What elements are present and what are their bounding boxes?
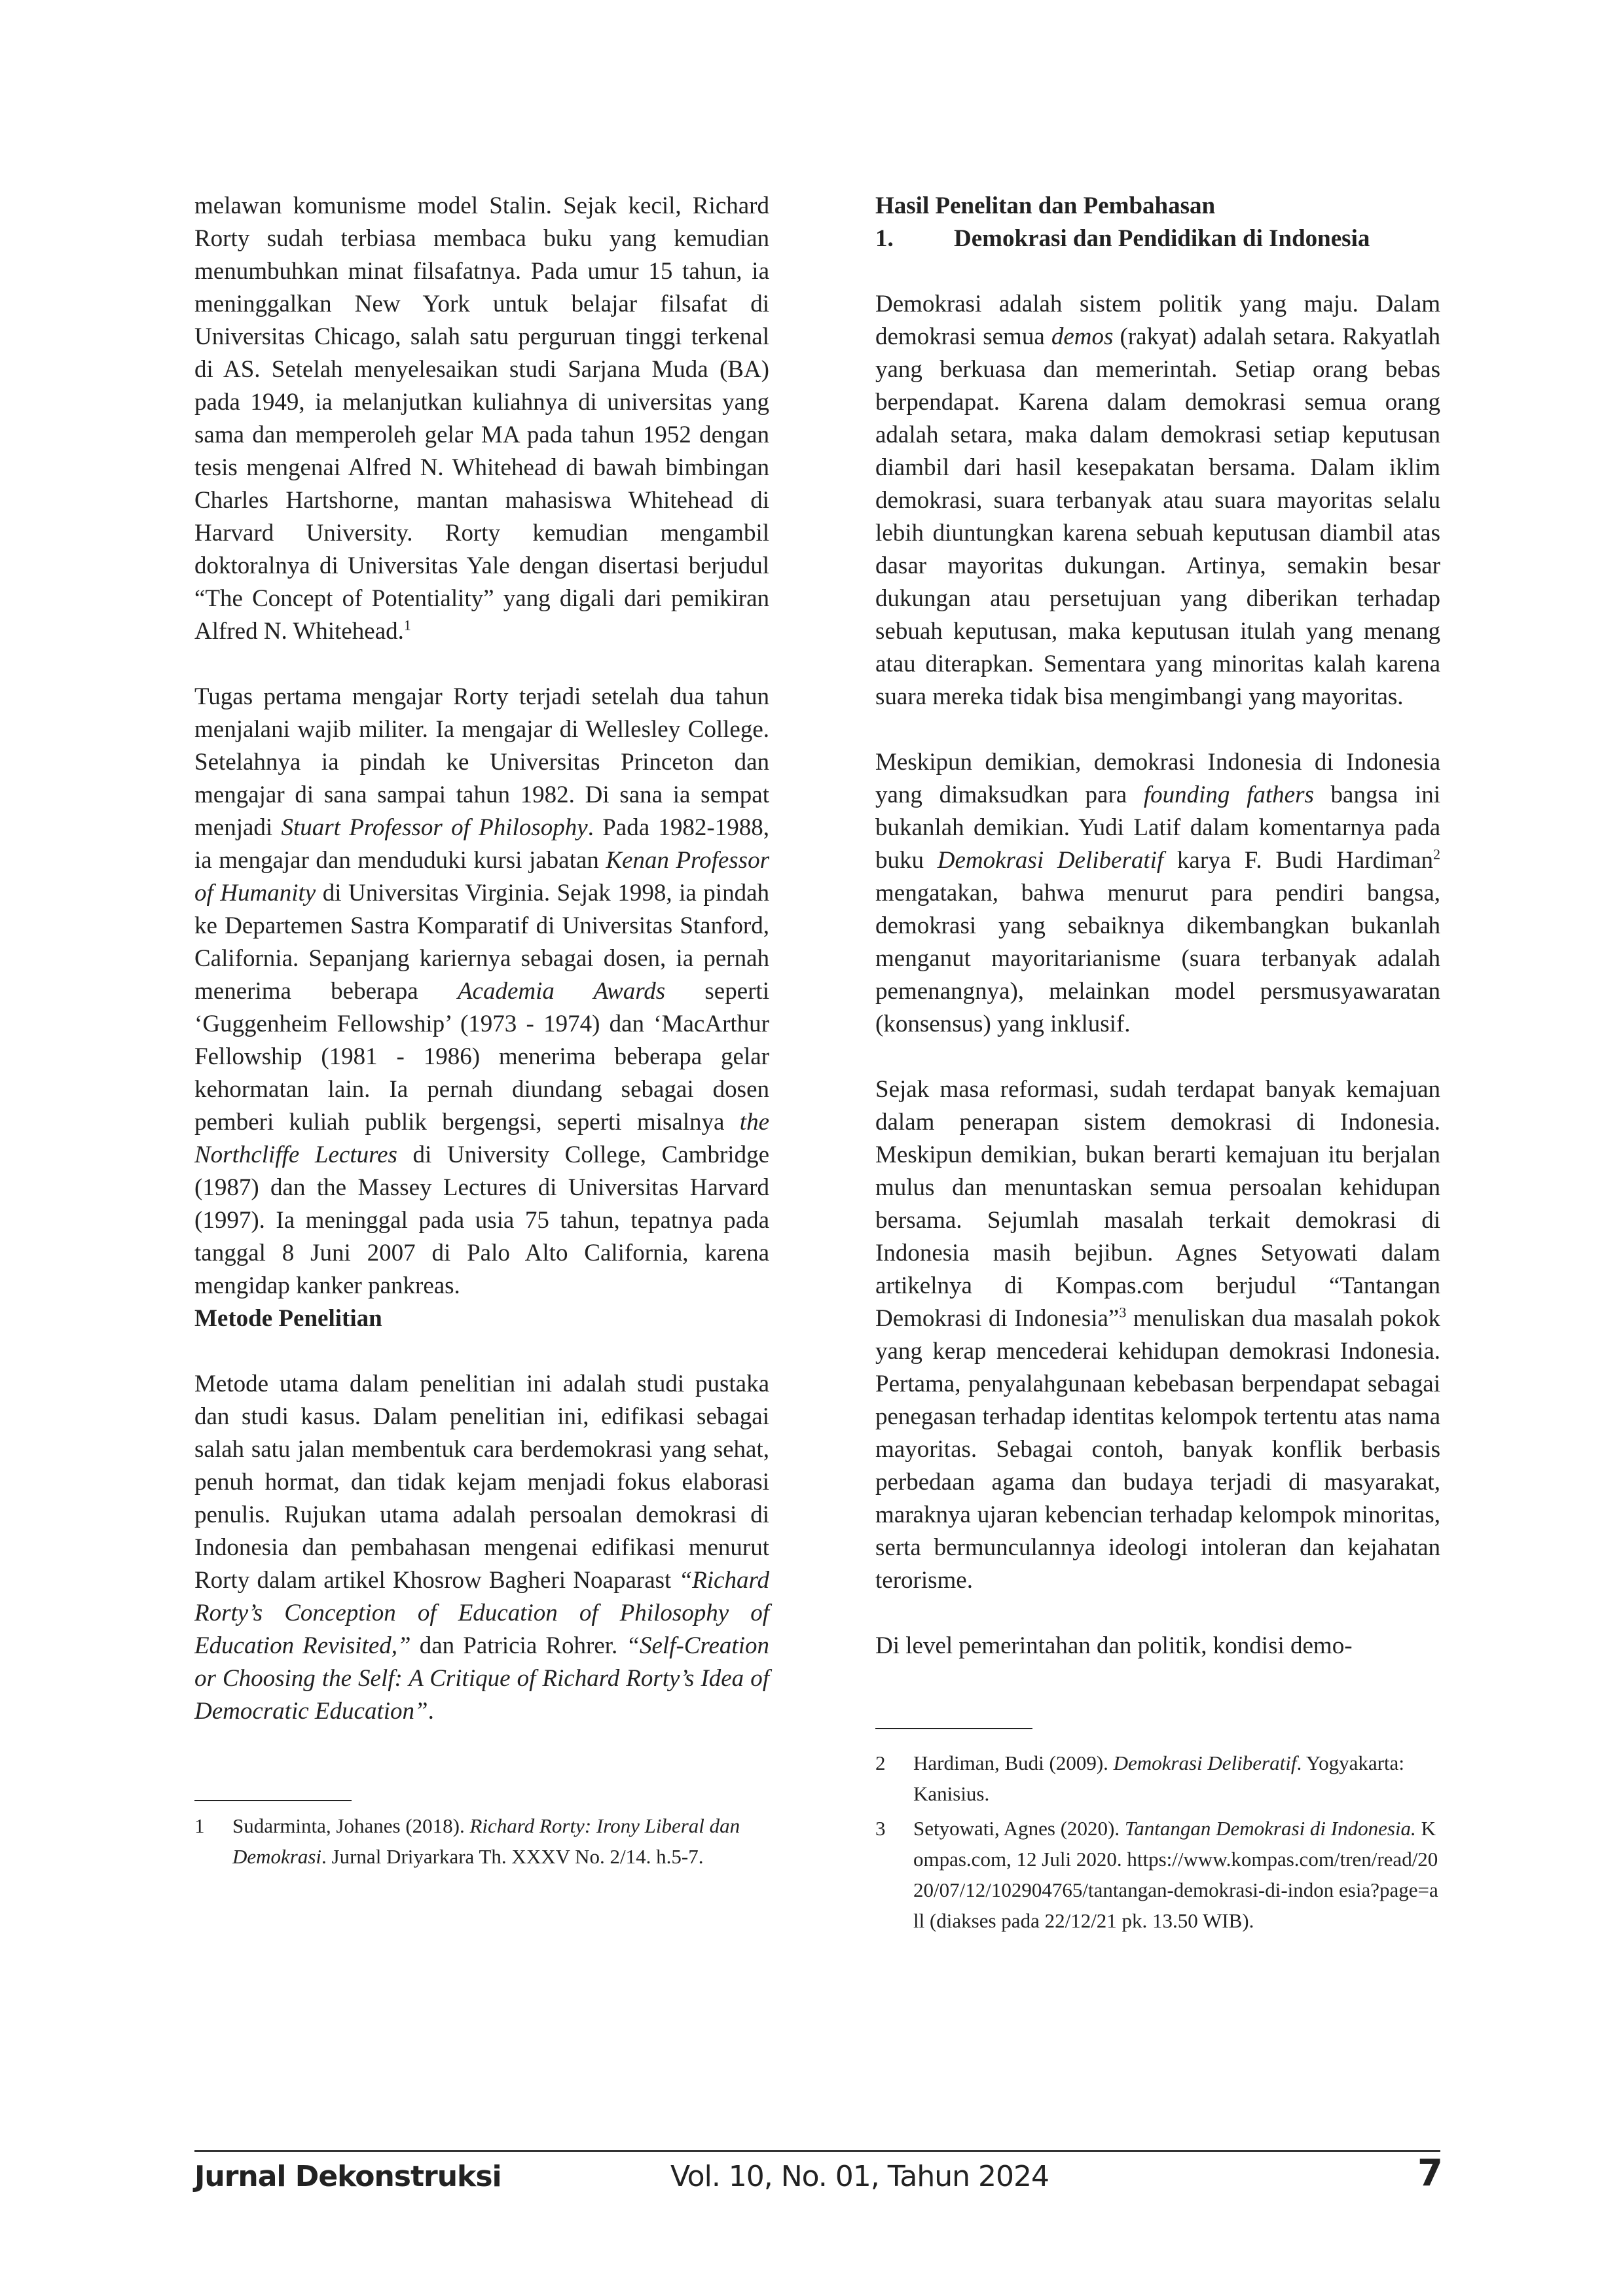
footnote-ref[interactable]: 1 [403, 617, 411, 634]
section-heading: Metode Penelitian [194, 1305, 382, 1332]
paragraph: Demokrasi adalah sistem politik yang maju. Dalam demokrasi semua demos (rakyat) adalah setara. Rakyatlah yang berkuasa dan memerintah. Setiap orang bebas berpendapat. Karena dalam demokrasi semua orang adalah setara, maka dalam demokrasi setiap keputusan diambil dari hasil kesepakatan bersama. Dalam iklim demokrasi, suara terbanyak atau suara mayoritas selalu lebih diuntungkan karena sebuah keputusan diambil atas dasar mayoritas dukungan. Artinya, semakin besar dukungan atau persetujuan yang diberikan terhadap sebuah keputusan, maka keputusan itulah yang menang atau diterapkan. Sementara yang minoritas kalah karena suara mereka tidak bisa mengimbangi yang mayoritas. [875, 291, 1440, 710]
paragraph: melawan komunisme model Stalin. Sejak kecil, Richard Rorty sudah terbiasa membaca buku yang kemudian menumbuhkan minat filsafatnya. Pada umur 15 tahun, ia meninggalkan New York untuk belajar filsafat di Universitas Chicago, salah satu perguruan tinggi terkenal di AS. Setelah menyelesaikan studi Sarjana Muda (BA) pada 1949, ia melanjutkan kuliahnya di universitas yang sama dan memperoleh gelar MA pada tahun 1952 dengan tesis mengenai Alfred N. Whitehead di bawah bimbingan Charles Hartshorne, mantan mahasiswa Whitehead di Harvard University. Rorty kemudian mengambil doktoralnya di Universitas Yale dengan disertasi berjudul “The Concept of Potentiality” yang digali dari pemikiran Alfred N. Whitehead.$^1$ [194, 192, 769, 645]
right-column [875, 190, 1440, 1936]
journal-name: Jurnal Dekonstruksi [194, 2160, 501, 2193]
paragraph: Sejak masa reformasi, sudah terdapat banyak kemajuan dalam penerapan sistem demokrasi di Indonesia. Meskipun demikian, bukan berarti kemajuan itu berjalan mulus dan menuntaskan semua persoalan kehidupan bersama. Sejumlah masalah terkait demokrasi di Indonesia masih bejibun. Agnes Setyowati dalam artikelnya di Kompas.com berjudul “Tantangan Demokrasi di Indonesia”$^3$ menuliskan dua masalah pokok yang kerap mencederai kehidupan demokrasi Indonesia. Pertama, penyalahgunaan kebebasan berpendapat sebagai penegasan terhadap identitas kelompok tertentu atas nama mayoritas. Sebagai contoh, banyak konflik berbasis perbedaan agama dan budaya terjadi di masyarakat, maraknya ujaran kebencian terhadap kelompok minoritas, serta bermunculannya ideologi intoleran dan kejahatan terorisme. [875, 1076, 1440, 1594]
footnote-rule [194, 1800, 352, 1801]
footer-rule [194, 2150, 1440, 2152]
left-column [194, 190, 769, 1872]
paragraph: Tugas pertama mengajar Rorty terjadi setelah dua tahun menjalani wajib militer. Ia mengajar di Wellesley College. Setelahnya ia pindah ke Universitas Princeton dan mengajar di sana sampai tahun 1982. Di sana ia sempat menjadi Stuart Professor of Philosophy. Pada 1982-1988, ia mengajar dan menduduki kursi jabatan Kenan Professor of Humanity di Universitas Virginia. Sejak 1998, ia pindah ke Departemen Sastra Komparatif di Universitas Stanford, California. Sepanjang kariernya sebagai dosen, ia pernah menerima beberapa Academia Awards seperti ‘Guggenheim Fellowship’ (1973 - 1974) dan ‘MacArthur Fellowship (1981 - 1986) menerima beberapa gelar kehormatan lain. Ia pernah diundang sebagai dosen pemberi kuliah publik bergengsi, seperti misalnya the Northcliffe Lectures di University College, Cambridge (1987) dan the Massey Lectures di Universitas Harvard (1997). Ia meninggal pada usia 75 tahun, tepatnya pada tanggal 8 Juni 2007 di Palo Alto California, karena mengidap kanker pankreas. [194, 683, 770, 1299]
paragraph: Metode utama dalam penelitian ini adalah studi pustaka dan studi kasus. Dalam penelitian ini, edifikasi sebagai salah satu jalan membentuk cara berdemokrasi yang sehat, penuh hormat, dan tidak kejam menjadi fokus elaborasi penulis. Rujukan utama adalah persoalan demokrasi di Indonesia dan pembahasan mengenai edifikasi menurut Rorty dalam artikel Khosrow Bagheri Noaparast “Richard Rorty’s Conception of Education of Philosophy of Education Revisited,” dan Patricia Rohrer. “Self-Creation or Choosing the Self: A Critique of Richard Rorty’s Idea of Democratic Education”. [194, 1371, 769, 1725]
footnote: 2 Hardiman, Budi (2009). Demokrasi Deliberatif. Yogyakarta: Kanisius. [875, 1751, 1404, 1805]
page-number: 7 [1417, 2152, 1443, 2195]
paragraph: Di level pemerintahan dan politik, kondisi demo- [875, 1632, 1353, 1659]
subsection-heading: 1. Demokrasi dan Pendidikan di Indonesia [875, 225, 1370, 252]
volume-info: Vol. 10, No. 01, Tahun 2024 [670, 2160, 1049, 2193]
footnote-rule [875, 1728, 1032, 1729]
footnote: 3 Setyowati, Agnes (2020). Tantangan Demokrasi di Indonesia. Kompas.com, 12 Juli 2020. https://www.kompas.com/tren/read/2020/07/12/102904765/tantangan-demokrasi-di-indon esia?page=all (diakses pada 22/12/21 pk. 13.50 WIB). [875, 1817, 1438, 1932]
footnote-ref[interactable]: 3 [1119, 1304, 1127, 1321]
footnote-ref[interactable]: 2 [1433, 846, 1441, 863]
footnote: 1 Sudarminta, Johanes (2018). Richard Rorty: Irony Liberal dan Demokrasi. Jurnal Driyarkara Th. XXXV No. 2/14. h.5-7. [194, 1814, 740, 1868]
paragraph: Meskipun demikian, demokrasi Indonesia di Indonesia yang dimaksudkan para founding fathers bangsa ini bukanlah demikian. Yudi Latif dalam komentarnya pada buku Demokrasi Deliberatif karya F. Budi Hardiman$^2$ mengatakan, bahwa menurut para pendiri bangsa, demokrasi yang sebaiknya dikembangkan bukanlah menganut mayoritarianisme (suara terbanyak adalah pemenangnya), melainkan model persmusyawaratan (konsensus) yang inklusif. [875, 749, 1441, 1037]
section-heading: Hasil Penelitan dan Pembahasan [875, 192, 1216, 219]
